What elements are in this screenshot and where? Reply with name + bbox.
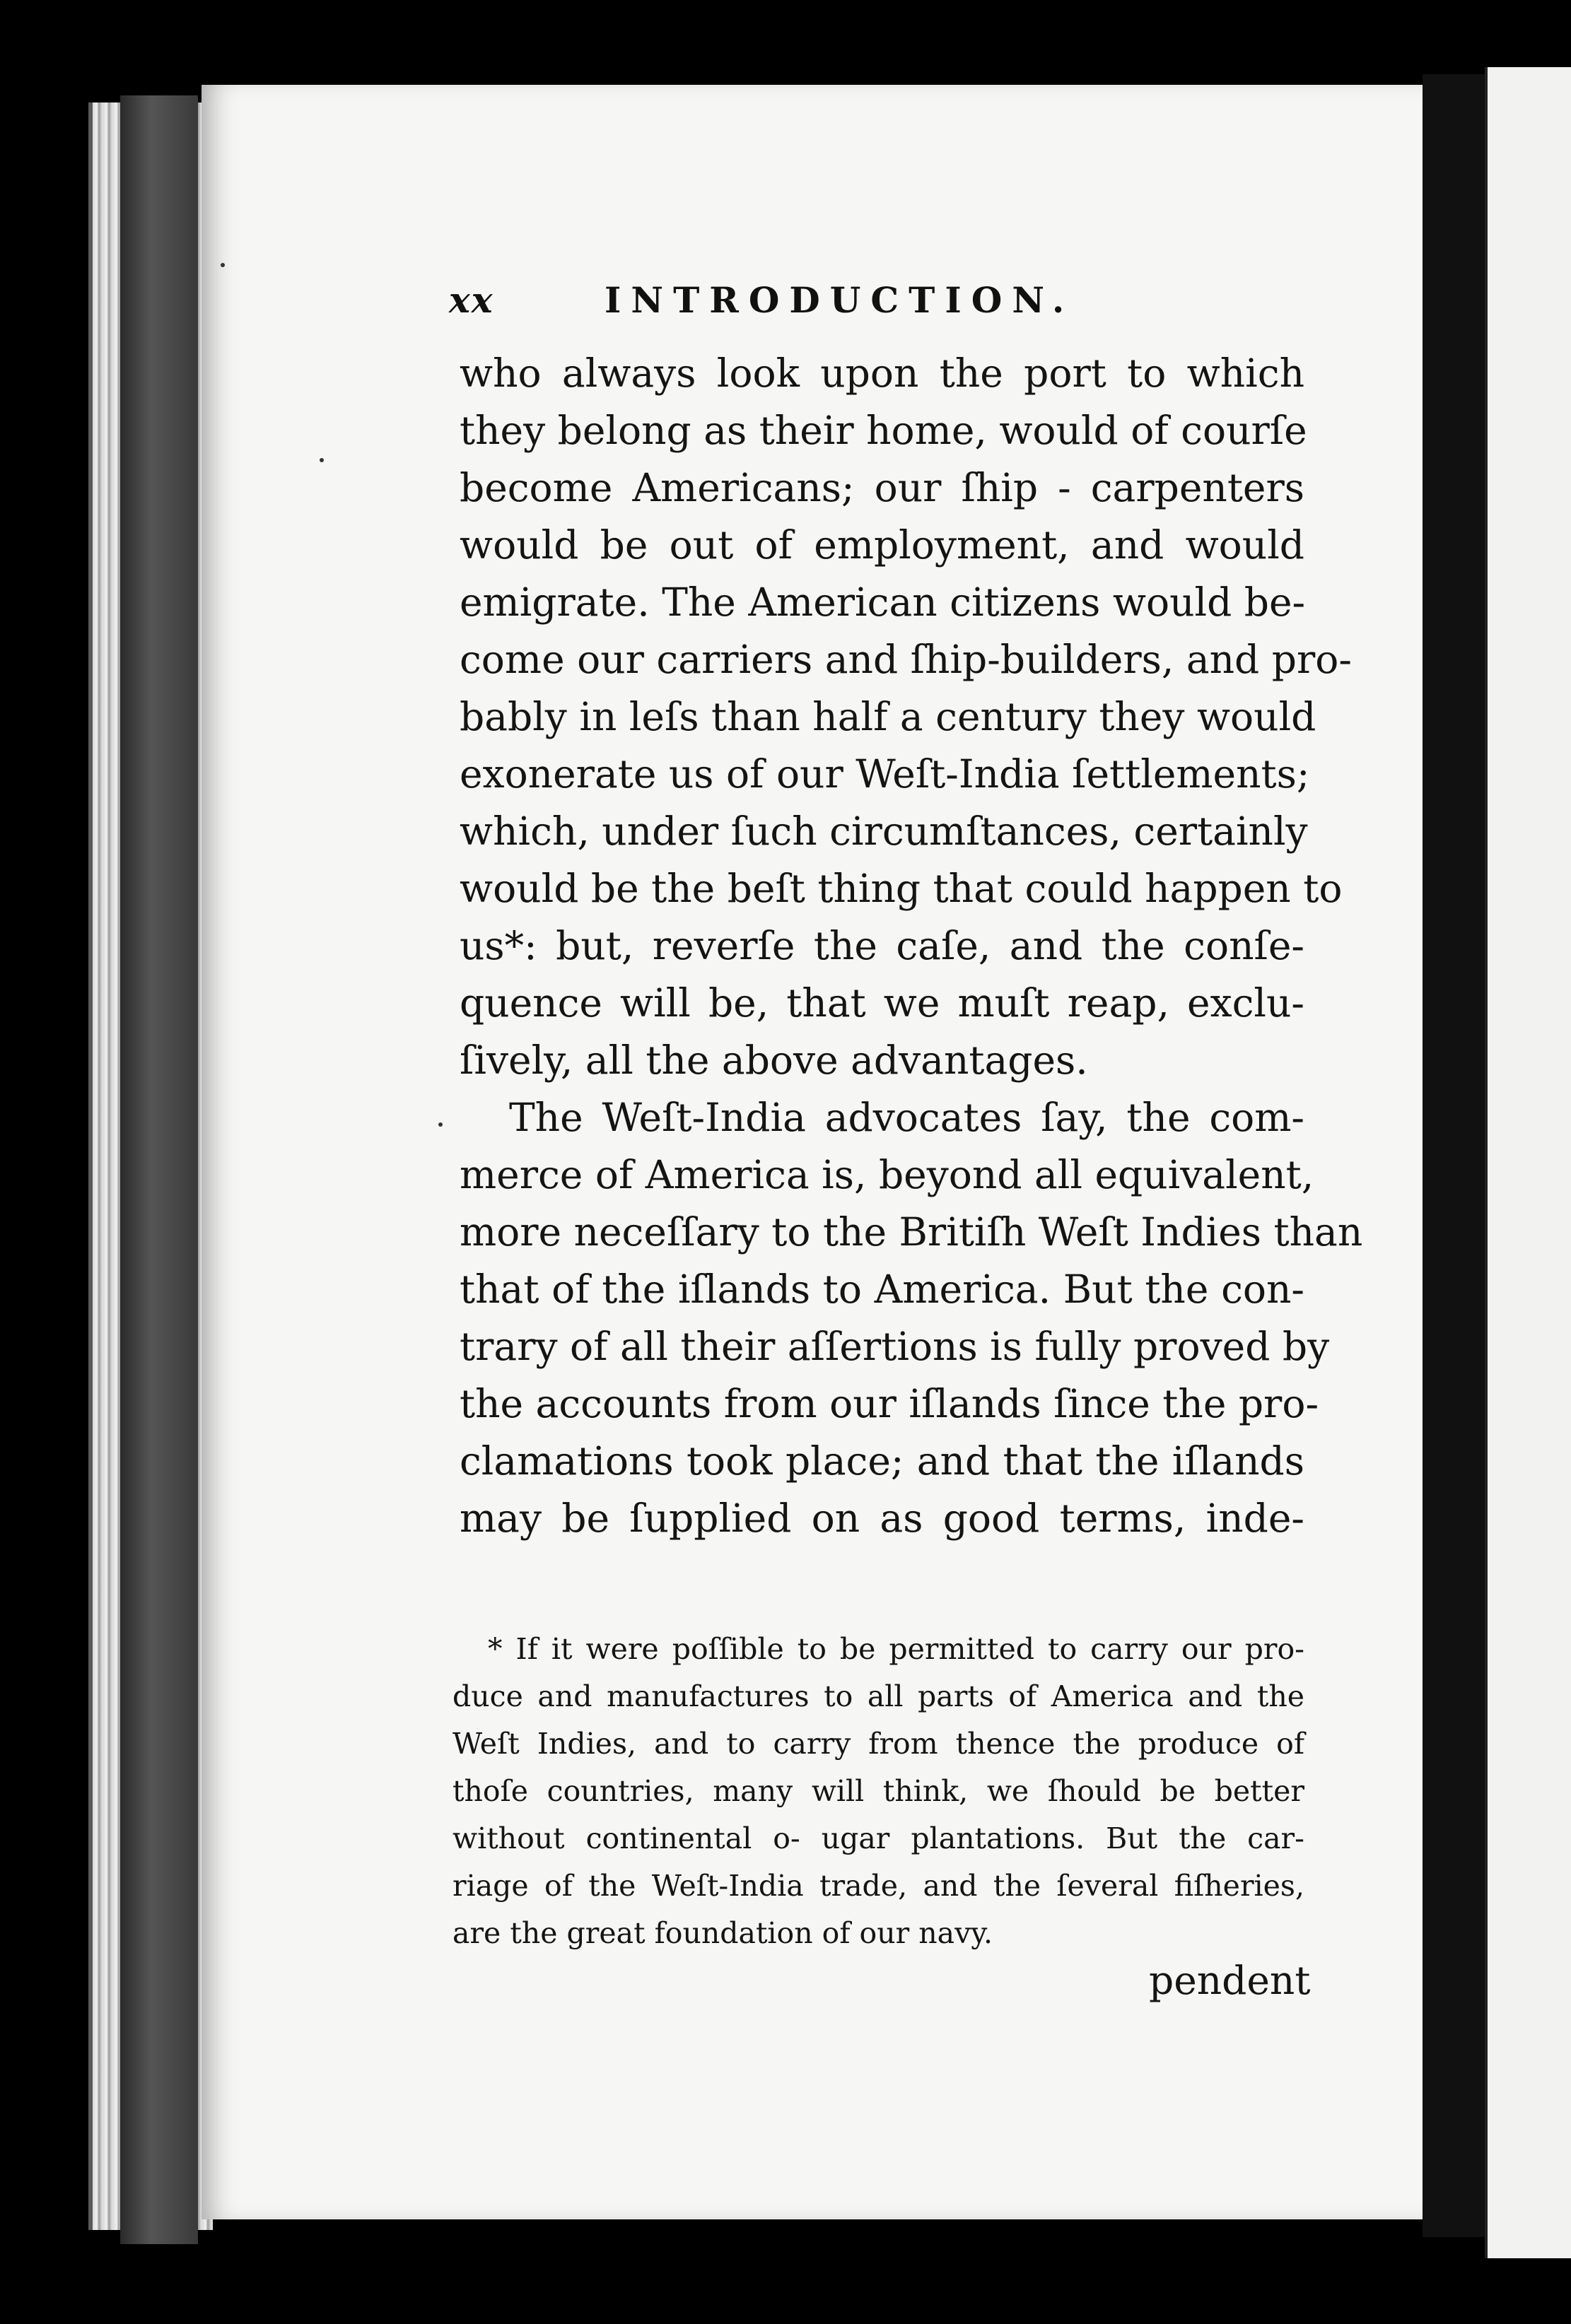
text-line: who always look upon the port to which (460, 351, 1304, 396)
page-right-edge (1423, 74, 1490, 2237)
ink-speck (320, 458, 324, 462)
running-head (449, 279, 1319, 329)
body-text (460, 345, 1363, 1547)
text-line: ſively, all the above advantages. (460, 1038, 1088, 1083)
text-line: would be out of employment, and would (460, 522, 1304, 568)
text-line: clamations took place; and that the iſlands (460, 1438, 1304, 1484)
ink-speck (221, 263, 225, 267)
footnote-line: duce and manufactures to all parts of America and the (452, 1679, 1304, 1713)
text-line: quence will be, that we muſt reap, exclu- (460, 980, 1304, 1026)
text-line: they belong as their home, would of courſe (460, 408, 1307, 453)
ink-speck (438, 1122, 443, 1127)
footnote-line: Weſt Indies, and to carry from thence the produce of (452, 1727, 1304, 1761)
text-line: come our carriers and ſhip-builders, and pro- (460, 637, 1352, 682)
text-line: emigrate. The American citizens would be- (460, 580, 1306, 625)
catchword: pendent (1149, 1958, 1311, 2003)
text-line: more neceſſary to the Britiſh Weſt Indies than (460, 1209, 1363, 1255)
facing-page-edge (1485, 67, 1571, 2258)
footnote-line: thoſe countries, many will think, we ſhould be better (452, 1774, 1304, 1808)
gutter-shadow (120, 95, 198, 2244)
text-line: trary of all their aſſertions is fully proved by (460, 1324, 1330, 1369)
text-line: that of the iſlands to America. But the con- (460, 1267, 1304, 1312)
footnote-line: * If it were poſſible to be permitted to carry our pro- (488, 1632, 1304, 1666)
footnote (452, 1626, 1304, 1957)
text-line: bably in leſs than half a century they would (460, 694, 1316, 739)
text-line: The Weſt-India advocates ſay, the com- (509, 1095, 1304, 1140)
text-line: the accounts from our iſlands ſince the pro- (460, 1381, 1319, 1426)
footnote-line: are the great foundation of our navy. (452, 1916, 993, 1950)
text-line: become Americans; our ſhip - carpenters (460, 465, 1304, 510)
footnote-line: riage of the Weſt-India trade, and the ſeveral fiſheries, (452, 1869, 1304, 1903)
footnote-line: without continental o- ugar plantations. But the car- (452, 1821, 1304, 1855)
text-line: would be the beſt thing that could happen to (460, 866, 1343, 911)
text-line: us*: but, reverſe the caſe, and the conſe- (460, 923, 1304, 968)
text-line: may be ſupplied on as good terms, inde- (460, 1496, 1304, 1541)
running-title: INTRODUCTION. (605, 279, 1075, 321)
text-line: merce of America is, beyond all equivalent, (460, 1152, 1314, 1197)
text-line: which, under ſuch circumſtances, certainly (460, 809, 1308, 854)
page-number: xx (449, 279, 494, 321)
text-line: exonerate us of our Weſt-India ſettlements; (460, 751, 1310, 797)
